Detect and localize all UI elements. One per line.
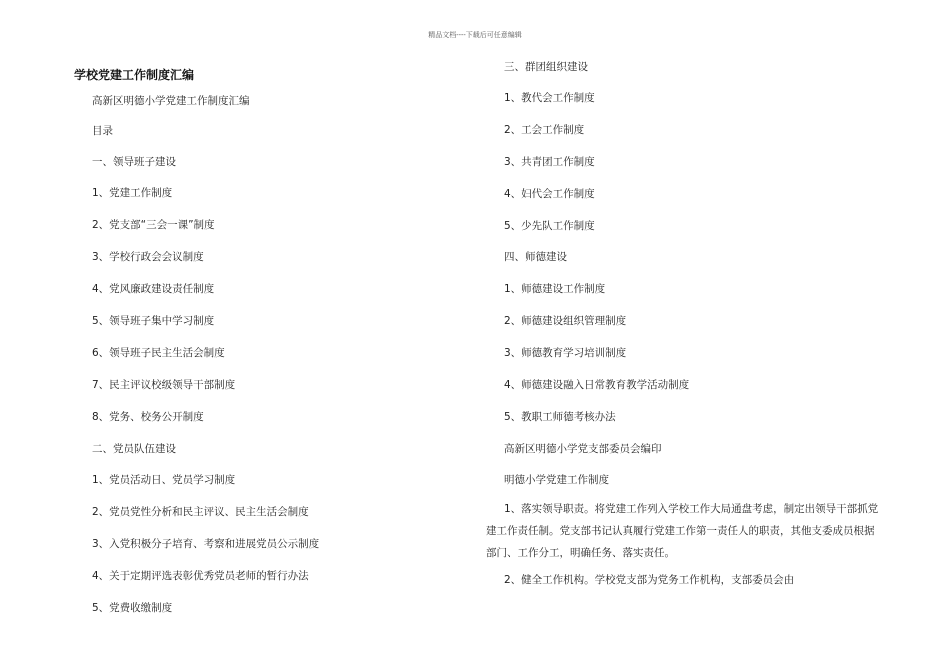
toc-item: 1、党建工作制度 <box>92 187 173 199</box>
toc-item: 4、党风廉政建设责任制度 <box>92 283 215 295</box>
header-note: 精品文档----下载后可任意编辑 <box>428 31 522 39</box>
toc-item: 4、师德建设融入日常教育教学活动制度 <box>504 379 690 391</box>
toc-item: 3、师德教育学习培训制度 <box>504 347 627 359</box>
toc-item: 5、教职工师德考核办法 <box>504 411 616 423</box>
toc-item: 1、师德建设工作制度 <box>504 283 606 295</box>
toc-item: 3、共青团工作制度 <box>504 156 595 168</box>
toc-item: 8、党务、校务公开制度 <box>92 411 204 423</box>
toc-item: 2、师德建设组织管理制度 <box>504 315 627 327</box>
section-heading: 明德小学党建工作制度 <box>504 474 609 486</box>
toc-item: 1、党员活动日、党员学习制度 <box>92 474 236 486</box>
body-paragraph: 1、落实领导职责。将党建工作列入学校工作大局通盘考虑，制定出领导干部抓党建工作责任制。党支部书记认真履行党建工作第一责任人的职责，其他支委成员根据部门、工作分工，明确任务、落实责任。 <box>486 503 879 559</box>
toc-section: 一、领导班子建设 <box>92 156 176 168</box>
body-paragraph: 2、健全工作机构。学校党支部为党务工作机构，支部委员会由 <box>504 574 795 586</box>
document-title: 学校党建工作制度汇编 <box>74 68 195 82</box>
publisher-line: 高新区明德小学党支部委员会编印 <box>504 443 662 455</box>
toc-item: 5、领导班子集中学习制度 <box>92 315 215 327</box>
toc-item: 4、关于定期评选表彰优秀党员老师的暂行办法 <box>92 570 309 582</box>
toc-heading: 目录 <box>92 125 113 137</box>
toc-section: 二、党员队伍建设 <box>92 443 176 455</box>
toc-item: 5、党费收缴制度 <box>92 602 173 614</box>
toc-item: 2、工会工作制度 <box>504 124 585 136</box>
toc-item: 1、教代会工作制度 <box>504 92 595 104</box>
toc-item: 6、领导班子民主生活会制度 <box>92 347 225 359</box>
toc-item: 5、少先队工作制度 <box>504 220 595 232</box>
toc-item: 3、学校行政会会议制度 <box>92 251 204 263</box>
toc-section: 四、师德建设 <box>504 251 567 263</box>
subtitle-line: 高新区明德小学党建工作制度汇编 <box>92 95 250 107</box>
toc-item: 4、妇代会工作制度 <box>504 188 595 200</box>
toc-section: 三、群团组织建设 <box>504 61 588 73</box>
toc-item: 3、入党积极分子培育、考察和进展党员公示制度 <box>92 538 320 550</box>
toc-item: 2、党员党性分析和民主评议、民主生活会制度 <box>92 506 309 518</box>
toc-item: 2、党支部“三会一课”制度 <box>92 219 215 231</box>
toc-item: 7、民主评议校级领导干部制度 <box>92 379 236 391</box>
